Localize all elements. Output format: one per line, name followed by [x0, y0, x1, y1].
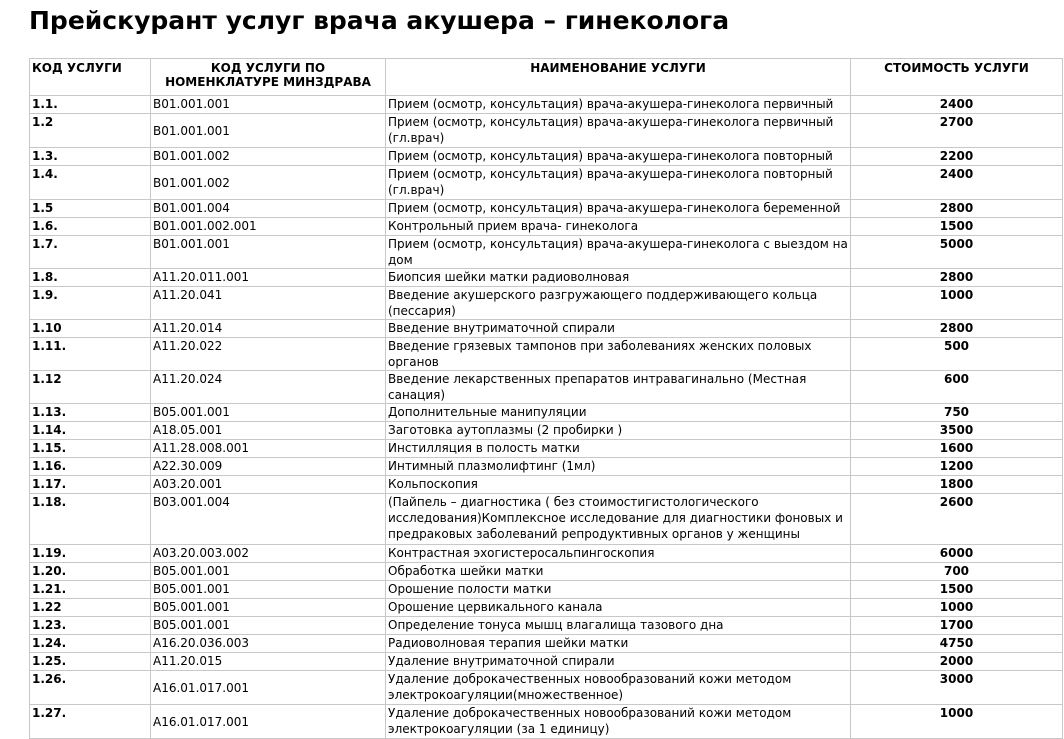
- service-code-cell: 1.11.: [30, 338, 151, 371]
- table-row: [30, 653, 1063, 671]
- service-name-cell: Прием (осмотр, консультация) врача-акушера-гинеколога повторный (гл.врач): [386, 166, 851, 200]
- service-name-cell: Прием (осмотр, консультация) врача-акушера-гинеколога с выездом на дом: [386, 236, 851, 269]
- table-row: [30, 440, 1063, 458]
- table-row: [30, 166, 1063, 200]
- mz-code-cell: A03.20.001: [151, 476, 386, 494]
- service-code-cell: 1.22: [30, 599, 151, 617]
- table-row: [30, 96, 1063, 114]
- mz-code-cell: B01.001.002.001: [151, 218, 386, 236]
- service-name-cell: Орошение полости матки: [386, 581, 851, 599]
- page-title: Прейскурант услуг врача акушера – гинеколога: [29, 6, 730, 35]
- service-price-cell: 750: [851, 404, 1063, 422]
- service-name-cell: Введение грязевых тампонов при заболеваниях женских половых органов: [386, 338, 851, 371]
- service-code-cell: 1.18.: [30, 494, 151, 545]
- mz-code-cell: B05.001.001: [151, 581, 386, 599]
- service-name-cell: Дополнительные манипуляции: [386, 404, 851, 422]
- service-code-cell: 1.5: [30, 200, 151, 218]
- table-row: [30, 320, 1063, 338]
- table-row: [30, 635, 1063, 653]
- table-row: [30, 114, 1063, 148]
- service-name-cell: Прием (осмотр, консультация) врача-акушера-гинеколога повторный: [386, 148, 851, 166]
- mz-code-cell: A11.20.014: [151, 320, 386, 338]
- mz-code-cell: A11.20.041: [151, 287, 386, 320]
- service-price-cell: 1800: [851, 476, 1063, 494]
- table-row: [30, 404, 1063, 422]
- mz-code-cell: B01.001.002: [151, 148, 386, 166]
- service-name-cell: Прием (осмотр, консультация) врача-акушера-гинеколога первичный (гл.врач): [386, 114, 851, 148]
- table-row: [30, 422, 1063, 440]
- mz-code-cell: A16.20.036.003: [151, 635, 386, 653]
- service-code-cell: 1.6.: [30, 218, 151, 236]
- mz-code-cell: B01.001.004: [151, 200, 386, 218]
- service-code-cell: 1.1.: [30, 96, 151, 114]
- service-code-cell: 1.4.: [30, 166, 151, 200]
- table-row: [30, 581, 1063, 599]
- service-code-cell: 1.14.: [30, 422, 151, 440]
- table-row: [30, 563, 1063, 581]
- mz-code-cell: A16.01.017.001: [151, 671, 386, 705]
- table-row: [30, 545, 1063, 563]
- table-row: [30, 476, 1063, 494]
- service-price-cell: 2000: [851, 653, 1063, 671]
- table-row: [30, 338, 1063, 371]
- service-code-cell: 1.26.: [30, 671, 151, 705]
- service-price-cell: 5000: [851, 236, 1063, 269]
- service-code-cell: 1.25.: [30, 653, 151, 671]
- table-row: [30, 705, 1063, 739]
- header-service-price: СТОИМОСТЬ УСЛУГИ: [851, 59, 1063, 96]
- service-name-cell: Обработка шейки матки: [386, 563, 851, 581]
- service-code-cell: 1.16.: [30, 458, 151, 476]
- header-mz-code: КОД УСЛУГИ ПО НОМЕНКЛАТУРЕ МИНЗДРАВА: [151, 59, 386, 96]
- table-row: [30, 371, 1063, 404]
- service-price-cell: 1500: [851, 581, 1063, 599]
- service-code-cell: 1.21.: [30, 581, 151, 599]
- service-price-cell: 2200: [851, 148, 1063, 166]
- service-code-cell: 1.27.: [30, 705, 151, 739]
- mz-code-cell: B05.001.001: [151, 617, 386, 635]
- mz-code-cell: B05.001.001: [151, 563, 386, 581]
- service-code-cell: 1.10: [30, 320, 151, 338]
- table-row: [30, 218, 1063, 236]
- mz-code-cell: A11.28.008.001: [151, 440, 386, 458]
- service-name-cell: Введение акушерского разгружающего поддерживающего кольца (пессария): [386, 287, 851, 320]
- header-service-name: НАИМЕНОВАНИЕ УСЛУГИ: [386, 59, 851, 96]
- table-row: [30, 236, 1063, 269]
- service-price-cell: 700: [851, 563, 1063, 581]
- service-code-cell: 1.24.: [30, 635, 151, 653]
- mz-code-cell: B05.001.001: [151, 599, 386, 617]
- table-row: [30, 599, 1063, 617]
- service-code-cell: 1.23.: [30, 617, 151, 635]
- table-row: [30, 494, 1063, 545]
- service-code-cell: 1.15.: [30, 440, 151, 458]
- service-code-cell: 1.19.: [30, 545, 151, 563]
- service-name-cell: Введение внутриматочной спирали: [386, 320, 851, 338]
- mz-code-cell: A11.20.011.001: [151, 269, 386, 287]
- service-name-cell: Удаление доброкачественных новообразований кожи методом электрокоагуляции (за 1 единицу): [386, 705, 851, 739]
- table-header-row: [30, 59, 1063, 96]
- service-name-cell: Введение лекарственных препаратов интравагинально (Местная санация): [386, 371, 851, 404]
- table-row: [30, 269, 1063, 287]
- service-name-cell: Определение тонуса мышц влагалища тазового дна: [386, 617, 851, 635]
- table-row: [30, 671, 1063, 705]
- service-name-cell: Удаление доброкачественных новообразований кожи методом электрокоагуляции(множественное): [386, 671, 851, 705]
- service-name-cell: Удаление внутриматочной спирали: [386, 653, 851, 671]
- service-name-cell: (Пайпель – диагностика ( без стоимостигистологического исследования)Комплексное исследование для диагностики фоновых и предраковых заболеваний репродуктивных органов у женщины: [386, 494, 851, 545]
- service-name-cell: Кольпоскопия: [386, 476, 851, 494]
- service-price-cell: 4750: [851, 635, 1063, 653]
- table-row: [30, 148, 1063, 166]
- price-list-body: [30, 96, 1063, 739]
- service-price-cell: 2400: [851, 96, 1063, 114]
- service-price-cell: 3500: [851, 422, 1063, 440]
- service-code-cell: 1.9.: [30, 287, 151, 320]
- header-service-code: КОД УСЛУГИ: [30, 59, 151, 96]
- mz-code-cell: A03.20.003.002: [151, 545, 386, 563]
- service-price-cell: 2800: [851, 269, 1063, 287]
- service-name-cell: Заготовка аутоплазмы (2 пробирки ): [386, 422, 851, 440]
- service-code-cell: 1.20.: [30, 563, 151, 581]
- table-row: [30, 287, 1063, 320]
- mz-code-cell: A11.20.015: [151, 653, 386, 671]
- service-price-cell: 1000: [851, 599, 1063, 617]
- service-price-cell: 2400: [851, 166, 1063, 200]
- service-price-cell: 6000: [851, 545, 1063, 563]
- mz-code-cell: A11.20.024: [151, 371, 386, 404]
- service-code-cell: 1.8.: [30, 269, 151, 287]
- service-code-cell: 1.17.: [30, 476, 151, 494]
- service-price-cell: 2800: [851, 200, 1063, 218]
- service-code-cell: 1.7.: [30, 236, 151, 269]
- mz-code-cell: A18.05.001: [151, 422, 386, 440]
- service-name-cell: Орошение цервикального канала: [386, 599, 851, 617]
- mz-code-cell: B01.001.001: [151, 114, 386, 148]
- service-name-cell: Радиоволновая терапия шейки матки: [386, 635, 851, 653]
- service-price-cell: 1600: [851, 440, 1063, 458]
- mz-code-cell: B05.001.001: [151, 404, 386, 422]
- price-list-table: [29, 58, 1063, 739]
- service-name-cell: Контрастная эхогистеросальпингоскопия: [386, 545, 851, 563]
- service-name-cell: Биопсия шейки матки радиоволновая: [386, 269, 851, 287]
- service-price-cell: 2600: [851, 494, 1063, 545]
- service-code-cell: 1.13.: [30, 404, 151, 422]
- service-price-cell: 1000: [851, 705, 1063, 739]
- service-price-cell: 600: [851, 371, 1063, 404]
- service-code-cell: 1.12: [30, 371, 151, 404]
- service-name-cell: Инстилляция в полость матки: [386, 440, 851, 458]
- service-name-cell: Контрольный прием врача- гинеколога: [386, 218, 851, 236]
- mz-code-cell: B01.001.002: [151, 166, 386, 200]
- service-price-cell: 500: [851, 338, 1063, 371]
- mz-code-cell: A22.30.009: [151, 458, 386, 476]
- service-name-cell: Интимный плазмолифтинг (1мл): [386, 458, 851, 476]
- table-row: [30, 617, 1063, 635]
- mz-code-cell: B01.001.001: [151, 236, 386, 269]
- mz-code-cell: B01.001.001: [151, 96, 386, 114]
- service-price-cell: 1700: [851, 617, 1063, 635]
- service-price-cell: 2800: [851, 320, 1063, 338]
- mz-code-cell: A16.01.017.001: [151, 705, 386, 739]
- service-code-cell: 1.3.: [30, 148, 151, 166]
- service-price-cell: 3000: [851, 671, 1063, 705]
- mz-code-cell: B03.001.004: [151, 494, 386, 545]
- service-name-cell: Прием (осмотр, консультация) врача-акушера-гинеколога первичный: [386, 96, 851, 114]
- service-price-cell: 1200: [851, 458, 1063, 476]
- service-price-cell: 1000: [851, 287, 1063, 320]
- service-name-cell: Прием (осмотр, консультация) врача-акушера-гинеколога беременной: [386, 200, 851, 218]
- service-code-cell: 1.2: [30, 114, 151, 148]
- service-price-cell: 1500: [851, 218, 1063, 236]
- table-row: [30, 200, 1063, 218]
- mz-code-cell: A11.20.022: [151, 338, 386, 371]
- service-price-cell: 2700: [851, 114, 1063, 148]
- table-row: [30, 458, 1063, 476]
